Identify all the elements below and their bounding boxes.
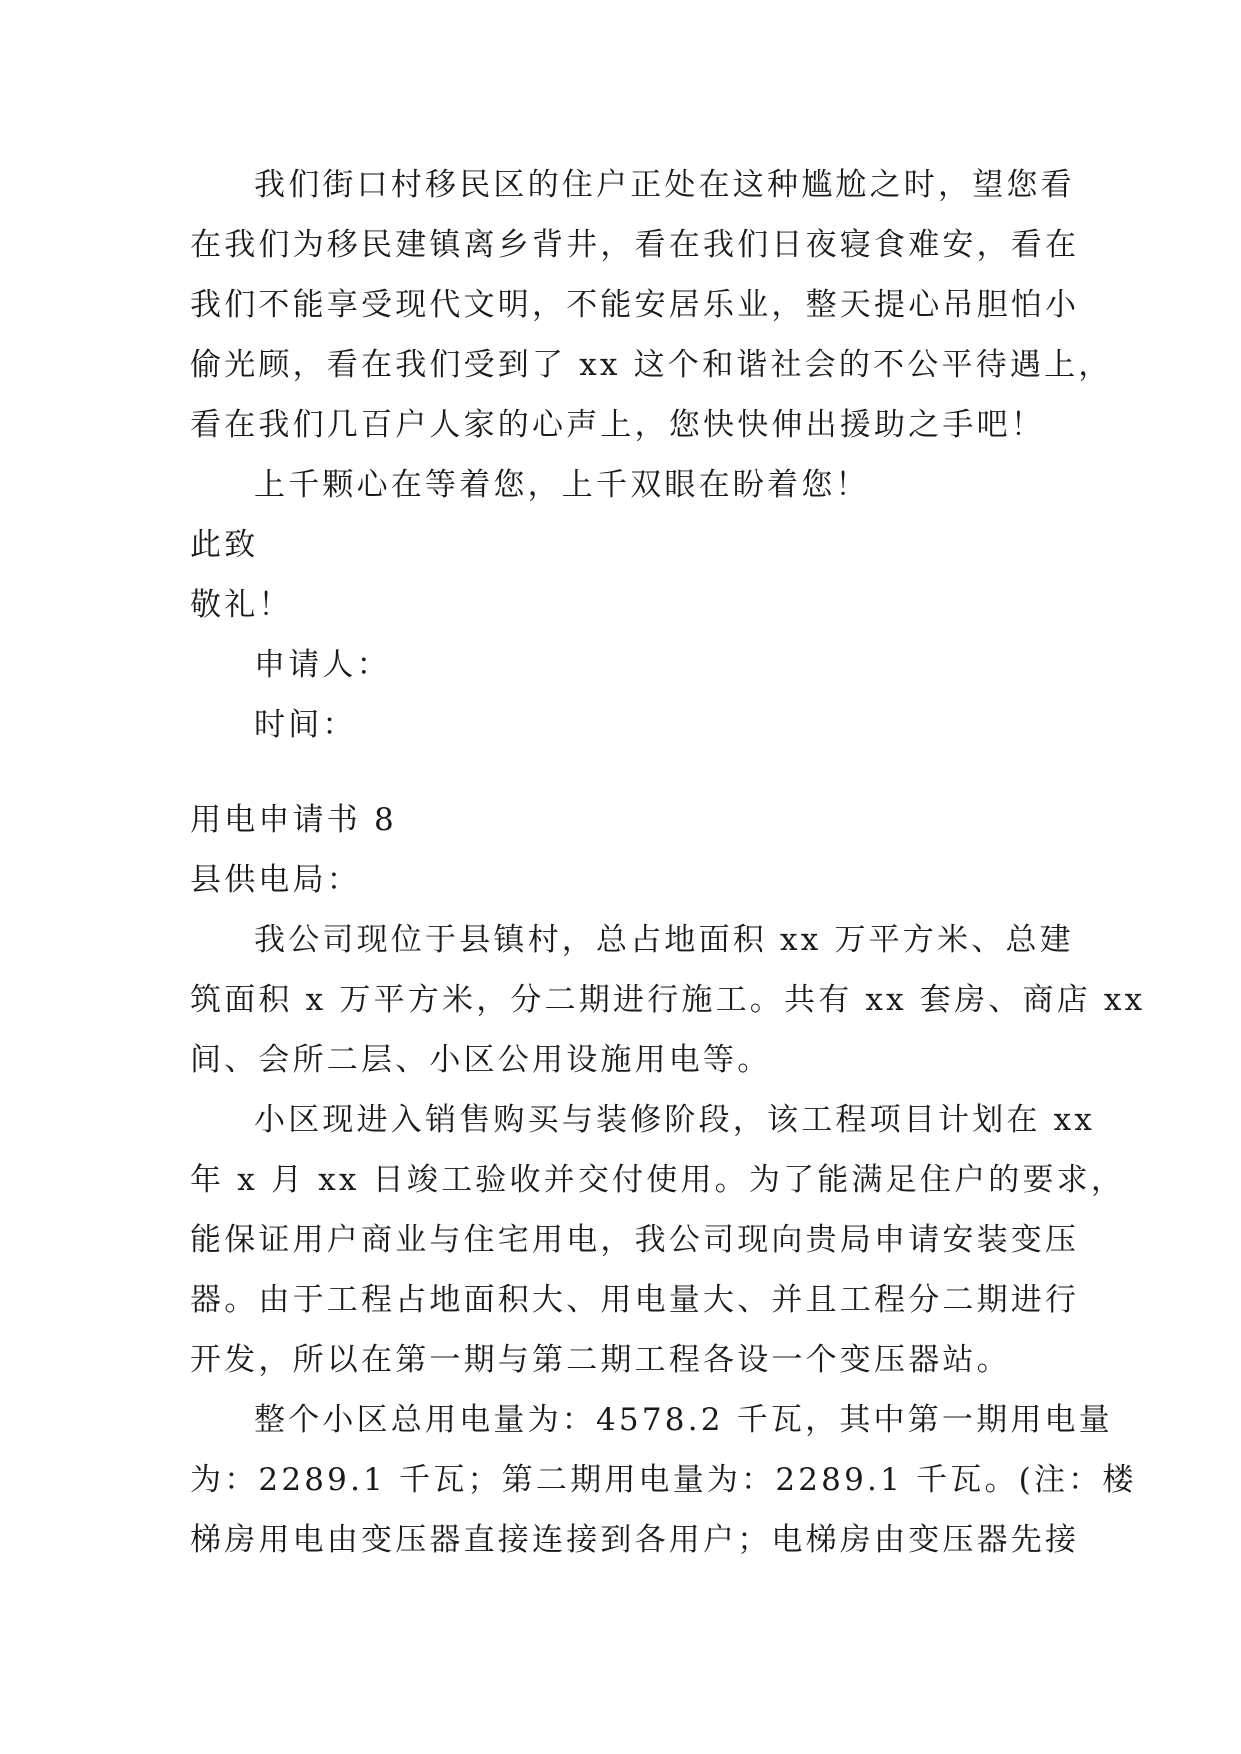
- date-label: 时间：: [254, 707, 357, 743]
- paragraph-line: 器。由于工程占地面积大、用电量大、并且工程分二期进行: [190, 1282, 1080, 1318]
- applicant-label: 申请人：: [254, 647, 391, 683]
- paragraph-line: 我公司现位于县镇村，总占地面积 xx 万平方米、总建: [254, 922, 1074, 958]
- closing-salutation: 此致: [190, 527, 259, 563]
- paragraph-line: 筑面积 x 万平方米，分二期进行施工。共有 xx 套房、商店 xx: [190, 982, 1146, 1018]
- paragraph-line: 我们不能享受现代文明，不能安居乐业，整天提心吊胆怕小: [190, 287, 1080, 323]
- paragraph-line: 能保证用户商业与住宅用电，我公司现向贵局申请安装变压: [190, 1222, 1080, 1258]
- paragraph-line: 在我们为移民建镇离乡背井，看在我们日夜寝食难安，看在: [190, 227, 1080, 263]
- paragraph-line: 偷光顾，看在我们受到了 xx 这个和谐社会的不公平待遇上，: [190, 347, 1113, 383]
- paragraph-line: 梯房用电由变压器直接连接到各用户；电梯房由变压器先接: [190, 1522, 1080, 1558]
- paragraph-line: 为：2289.1 千瓦；第二期用电量为：2289.1 千瓦。(注：楼: [190, 1462, 1137, 1498]
- section-title: 用电申请书 8: [190, 802, 397, 838]
- paragraph-line: 开发，所以在第一期与第二期工程各设一个变压器站。: [190, 1342, 1011, 1378]
- paragraph-line: 上千颗心在等着您，上千双眼在盼着您！: [254, 467, 870, 503]
- paragraph-line: 看在我们几百户人家的心声上，您快快伸出援助之手吧！: [190, 407, 1045, 443]
- closing-salutation: 敬礼！: [190, 587, 293, 623]
- paragraph-line: 小区现进入销售购买与装修阶段，该工程项目计划在 xx: [254, 1102, 1096, 1138]
- paragraph-line: 间、会所二层、小区公用设施用电等。: [190, 1042, 772, 1078]
- paragraph-line: 年 x 月 xx 日竣工验收并交付使用。为了能满足住户的要求，: [190, 1162, 1126, 1198]
- paragraph-line: 整个小区总用电量为：4578.2 千瓦，其中第一期用电量: [254, 1402, 1113, 1438]
- addressee: 县供电局：: [190, 862, 361, 898]
- paragraph-line: 我们街口村移民区的住户正处在这种尴尬之时，望您看: [254, 167, 1075, 203]
